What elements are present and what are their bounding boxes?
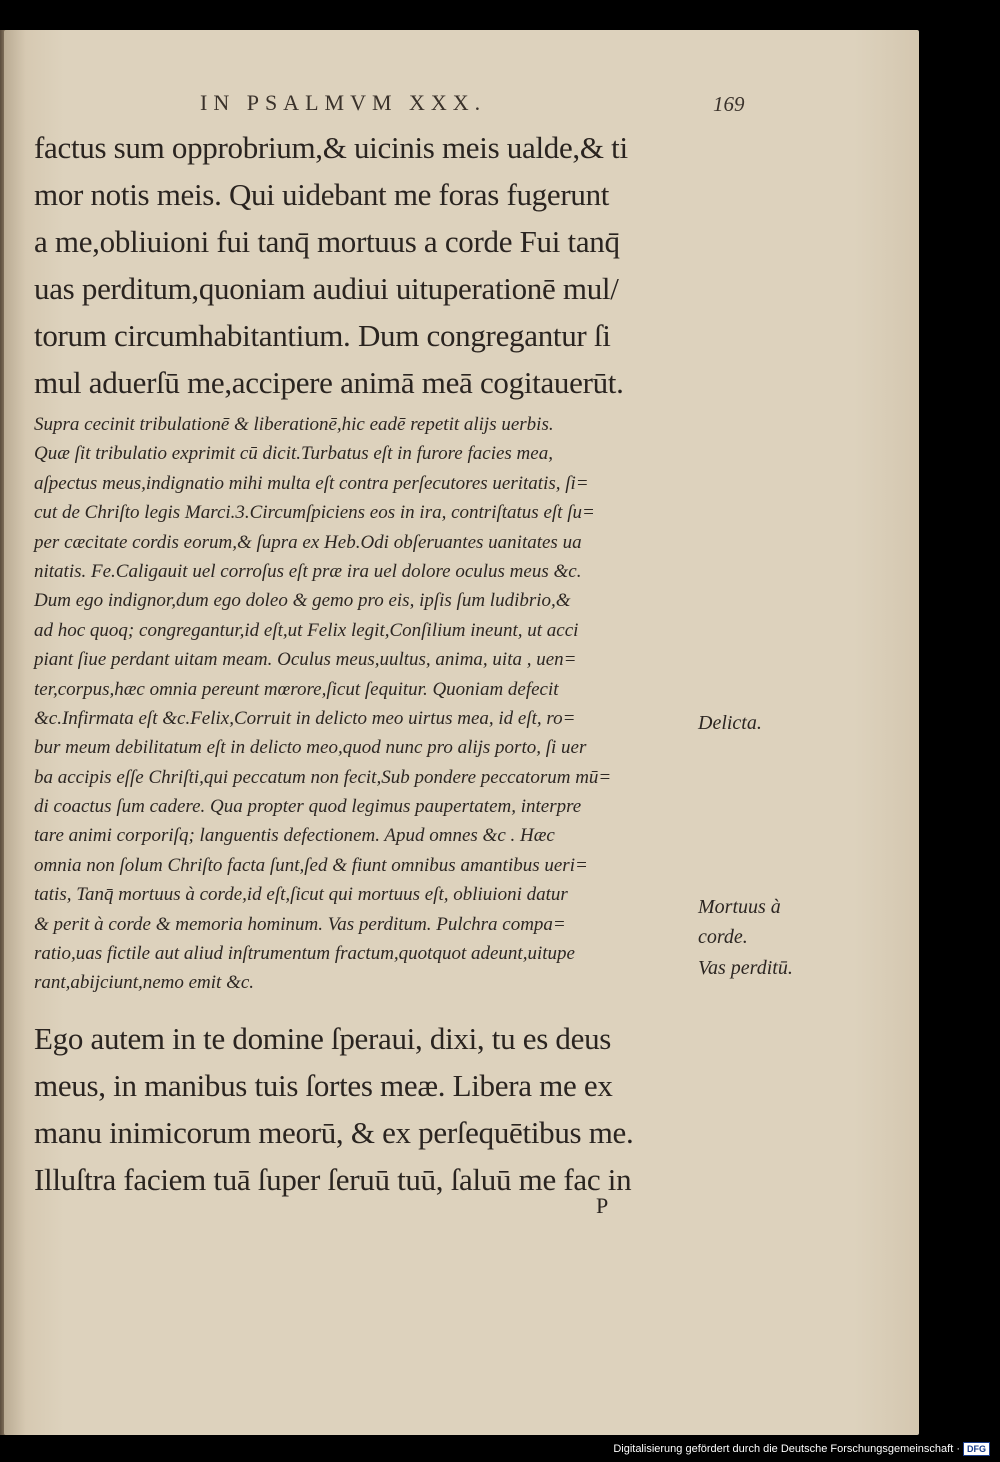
margin-note-mortuus: Mortuus à [698, 896, 781, 918]
footer-credit [613, 1442, 990, 1456]
text-line: Illuſtra faciem tuā ſuper ſeruū tuū, ſaluū me fac in [34, 1162, 632, 1197]
commentary-line: nitatis. Fe.Caligauit uel corroſus eſt præ ira uel dolore oculus meus &c. [34, 560, 582, 582]
commentary-line: tare animi corporiſq; languentis defectionem. Apud omnes &c . Hæc [34, 825, 555, 847]
dfg-logo: DFG [963, 1442, 990, 1456]
commentary-line: omnia non ſolum Chriſto facta ſunt,ſed & fiunt omnibus amantibus ueri= [34, 854, 588, 876]
text-line: meus, in manibus tuis ſortes meæ. Libera me ex [34, 1068, 613, 1103]
text-line: mul aduerſū me,accipere animā meā cogitauerūt. [34, 365, 624, 400]
psalm-text-top [34, 124, 694, 406]
commentary-line: cut de Chriſto legis Marci.3.Circumſpiciens eos in ira, contriſtatus eſt ſu= [34, 502, 595, 524]
commentary-line: ad hoc quoq; congregantur,id eſt,ut Felix legit,Conſilium ineunt, ut acci [34, 619, 579, 641]
commentary-line: Supra cecinit tribulationē & liberationē,hic eadē repetit alijs uerbis. [34, 414, 554, 435]
commentary-line: piant ſiue perdant uitam meam. Oculus meus,uultus, anima, uita , uen= [34, 649, 577, 671]
commentary-line: di coactus ſum cadere. Qua propter quod legimus paupertatem, interpre [34, 796, 582, 818]
commentary-line: ter,corpus,hæc omnia pereunt mœrore,ſicut ſequitur. Quoniam defecit [34, 678, 559, 700]
commentary-line: ratio,uas fictile aut aliud inſtrumentum fractum,quotquot adeunt,uitupe [34, 943, 575, 965]
text-line: a me,obliuioni fui tanq̄ mortuus a corde Fui tanq̄ [34, 224, 620, 259]
commentary-line: rant,abijciunt,nemo emit &c. [34, 972, 255, 994]
commentary-line: bur meum debilitatum eſt in delicto meo,quod nunc pro alijs porto, ſi uer [34, 737, 587, 759]
commentary-line: & perit à corde & memoria hominum. Vas perditum. Pulchra compa= [34, 913, 566, 935]
running-head: IN PSALMVM XXX. [200, 90, 487, 115]
text-line: manu inimicorum meorū, & ex perſequētibus me. [34, 1115, 634, 1150]
commentary-line: Quæ ſit tribulatio exprimit cū dicit.Turbatus eſt in furore facies mea, [34, 443, 553, 465]
commentary-line: &c.Infirmata eſt &c.Felix,Corruit in delicto meo uirtus mea, id eſt, ro= [34, 707, 576, 729]
commentary-line: per cæcitate cordis eorum,& ſupra ex Heb.Odi obſeruantes uanitates ua [34, 531, 582, 553]
margin-note-delicta: Delicta. [698, 712, 762, 734]
commentary-line: Dum ego indignor,dum ego doleo & gemo pro eis, ipſis ſum ludibrio,& [34, 590, 571, 612]
margin-note-corde: corde. [698, 926, 748, 948]
margin-note-vas: Vas perditū. [698, 957, 793, 979]
text-line: mor notis meis. Qui uidebant me foras fugerunt [34, 177, 610, 212]
commentary-line: ba accipis eſſe Chriſti,qui peccatum non fecit,Sub pondere peccatorum mū= [34, 766, 612, 788]
page-number: 169 [713, 92, 745, 116]
text-line: Ego autem in te domine ſperaui, dixi, tu es deus [34, 1021, 612, 1056]
commentary-line: tatis, Tanq̄ mortuus à corde,id eſt,ſicut qui mortuus eſt, obliuioni datur [34, 884, 568, 906]
commentary-line: aſpectus meus,indignatio mihi multa eſt contra perſecutores ueritatis, ſi= [34, 472, 589, 494]
psalm-text-bottom [34, 1015, 694, 1203]
commentary-block [34, 410, 694, 998]
text-line: factus sum opprobrium,& uicinis meis ualde,& ti [34, 130, 628, 165]
text-line: torum circumhabitantium. Dum congregantur ſi [34, 318, 611, 353]
footer-text: Digitalisierung gefördert durch die Deutsche Forschungsgemeinschaft · [613, 1443, 960, 1455]
signature-mark: P [596, 1193, 609, 1218]
text-line: uas perditum,quoniam audiui uituperationē mul/ [34, 271, 619, 306]
